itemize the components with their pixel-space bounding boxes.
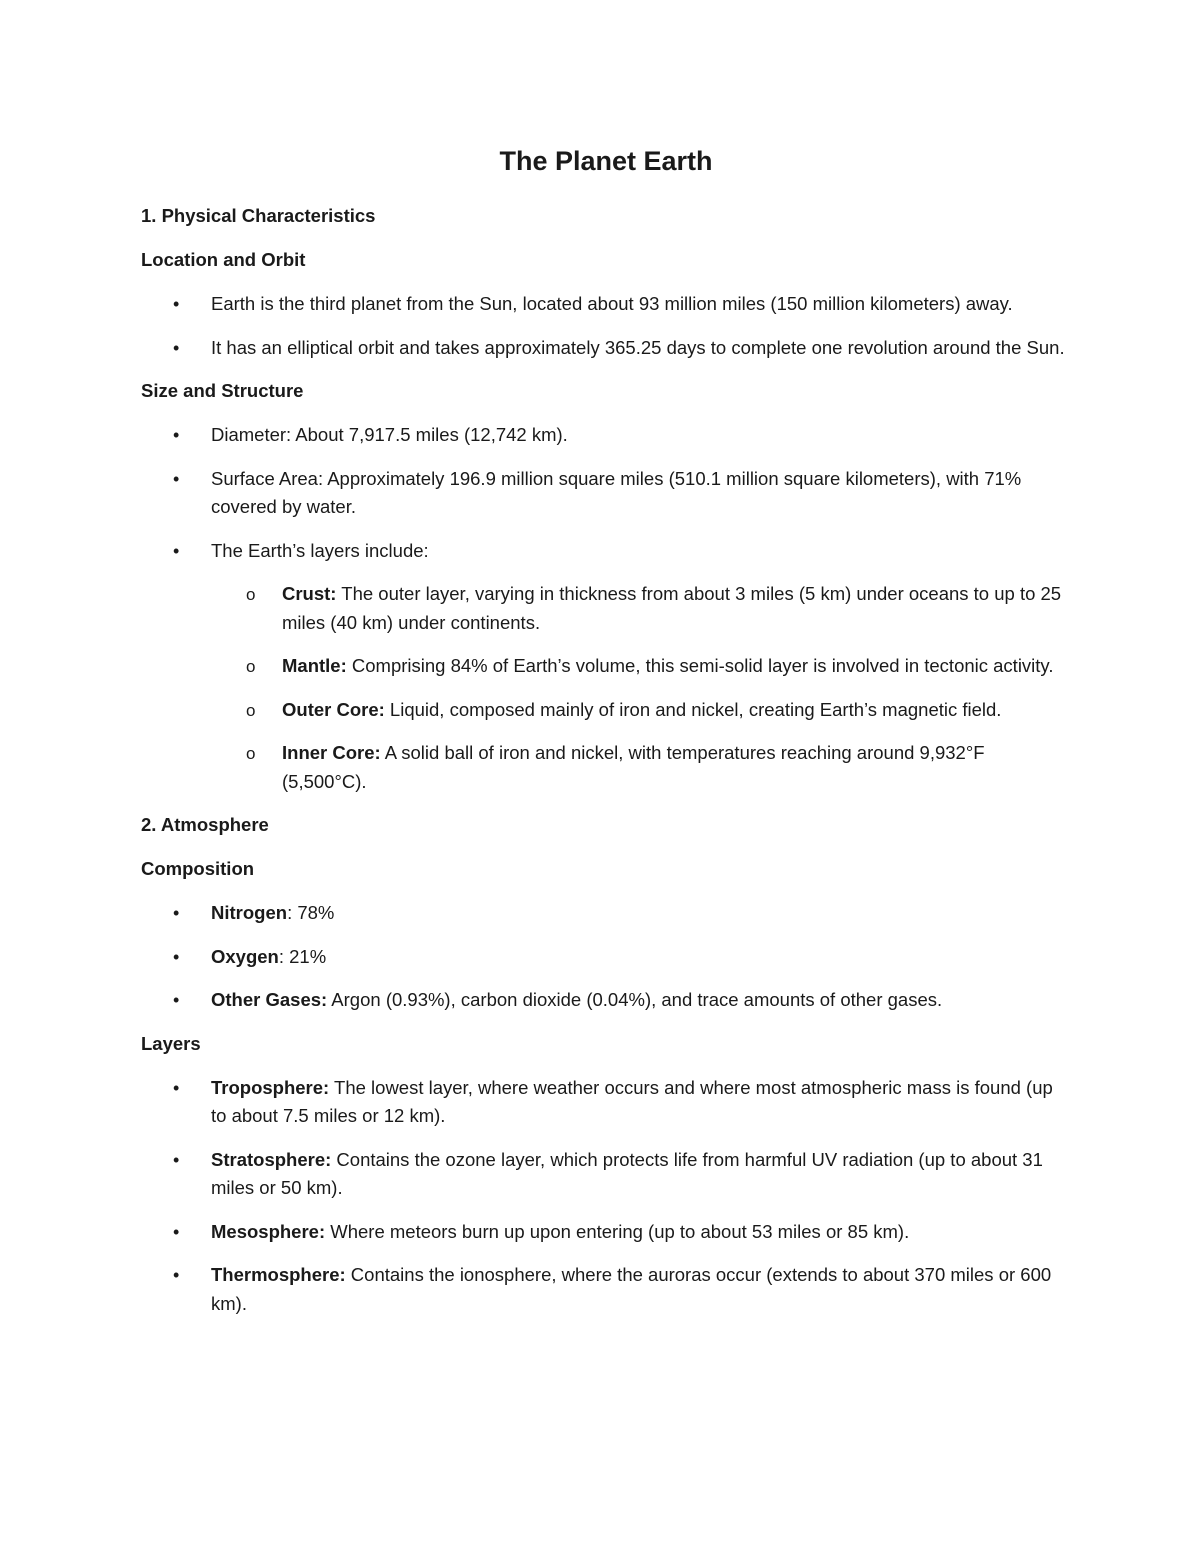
list-item <box>141 465 1071 522</box>
circle-bullet-icon: o <box>246 700 256 720</box>
subsection-heading: Location and Orbit <box>141 249 306 270</box>
list-item <box>141 290 1071 319</box>
circle-bullet-icon: o <box>246 657 256 676</box>
list-item <box>141 421 1071 450</box>
circle-bullet-icon: o <box>246 585 256 604</box>
list-item-text: Argon (0.93%), carbon dioxide (0.04%), and trace amounts of other gases. <box>327 989 943 1010</box>
section-heading: 1. Physical Characteristics <box>141 205 376 226</box>
list-item-text: Contains the ozone layer, which protects life from harmful UV radiation (up to about 31 miles or 50 km). <box>211 1148 1043 1198</box>
bullet-icon: • <box>173 540 180 561</box>
layer-term: Inner Core: <box>282 742 381 763</box>
list-item <box>141 1261 1071 1318</box>
list-item <box>141 943 1071 972</box>
list-item <box>141 899 1071 928</box>
list-item <box>141 1218 1071 1247</box>
layer-description: Comprising 84% of Earth’s volume, this semi-solid layer is involved in tectonic activity. <box>346 655 1054 676</box>
bullet-icon: • <box>173 1077 180 1098</box>
bullet-list <box>141 421 1071 796</box>
bullet-icon: • <box>173 990 180 1010</box>
layer-description: The outer layer, varying in thickness from about 3 miles (5 km) under oceans to up to 25 miles (40 km) under continents. <box>282 583 1062 633</box>
section-heading: 2. Atmosphere <box>141 814 269 835</box>
circle-bullet-icon: o <box>246 744 256 763</box>
list-item <box>141 537 1071 797</box>
bullet-icon: • <box>173 337 180 358</box>
list-item-text: The Earth’s layers include: <box>211 539 429 561</box>
layer-description: A solid ball of iron and nickel, with temperatures reaching around 9,932°F (5,500°C). <box>282 742 985 792</box>
bullet-icon: • <box>173 1149 180 1170</box>
bullet-icon: • <box>173 468 180 489</box>
bullet-list <box>141 899 1071 1015</box>
sub-bullet-list <box>211 580 1071 796</box>
list-item <box>141 1146 1071 1203</box>
list-item-text: Diameter: About 7,917.5 miles (12,742 km). <box>211 424 568 445</box>
layer-description: Liquid, composed mainly of iron and nickel, creating Earth’s magnetic field. <box>384 698 1002 720</box>
list-item-text: It has an elliptical orbit and takes approximately 365.25 days to complete one revolution around the Sun. <box>211 336 1065 358</box>
document-page <box>141 140 1071 1333</box>
bullet-icon: • <box>173 1265 180 1285</box>
list-item-term: Thermosphere: <box>211 1264 346 1285</box>
subsection-heading: Composition <box>141 858 255 879</box>
sub-list-item <box>211 580 1071 637</box>
list-item-text: Surface Area: Approximately 196.9 million square miles (510.1 million square kilometers), with 71% covered by water. <box>211 467 1022 517</box>
bullet-icon: • <box>173 1221 180 1242</box>
sub-list-item <box>211 652 1071 681</box>
layer-term: Mantle: <box>282 655 347 676</box>
list-item-term: Stratosphere: <box>211 1148 332 1170</box>
list-item-term: Mesosphere: <box>211 1220 326 1242</box>
list-item-term: Nitrogen <box>211 902 288 923</box>
layer-term: Crust: <box>282 583 337 604</box>
bullet-icon: • <box>173 946 180 967</box>
layer-term: Outer Core: <box>282 698 385 720</box>
list-item <box>141 986 1071 1015</box>
bullet-icon: • <box>173 294 180 314</box>
bullet-list <box>141 1074 1071 1319</box>
list-item-text: : 78% <box>287 902 335 923</box>
list-item-term: Troposphere: <box>211 1076 330 1098</box>
bullet-list <box>141 290 1071 362</box>
sub-list-item <box>211 696 1071 725</box>
list-item-text: Contains the ionosphere, where the auroras occur (extends to about 370 miles or 600 km). <box>211 1264 1052 1314</box>
bullet-icon: • <box>173 425 180 445</box>
list-item <box>141 1074 1071 1131</box>
sub-list-item <box>211 739 1071 796</box>
list-item-term: Other Gases: <box>211 989 328 1010</box>
subsection-heading: Size and Structure <box>141 380 304 401</box>
bullet-icon: • <box>173 903 180 923</box>
list-item <box>141 334 1071 363</box>
document-title: The Planet Earth <box>499 146 713 176</box>
list-item-text: Where meteors burn up upon entering (up to about 53 miles or 85 km). <box>325 1220 910 1242</box>
list-item-text: The lowest layer, where weather occurs and where most atmospheric mass is found (up to about 7.5 miles or 12 km). <box>211 1076 1053 1126</box>
subsection-heading: Layers <box>141 1032 201 1054</box>
list-item-term: Oxygen <box>211 945 279 967</box>
list-item-text: Earth is the third planet from the Sun, located about 93 million miles (150 million kilometers) away. <box>211 293 1013 314</box>
list-item-text: : 21% <box>278 945 327 967</box>
